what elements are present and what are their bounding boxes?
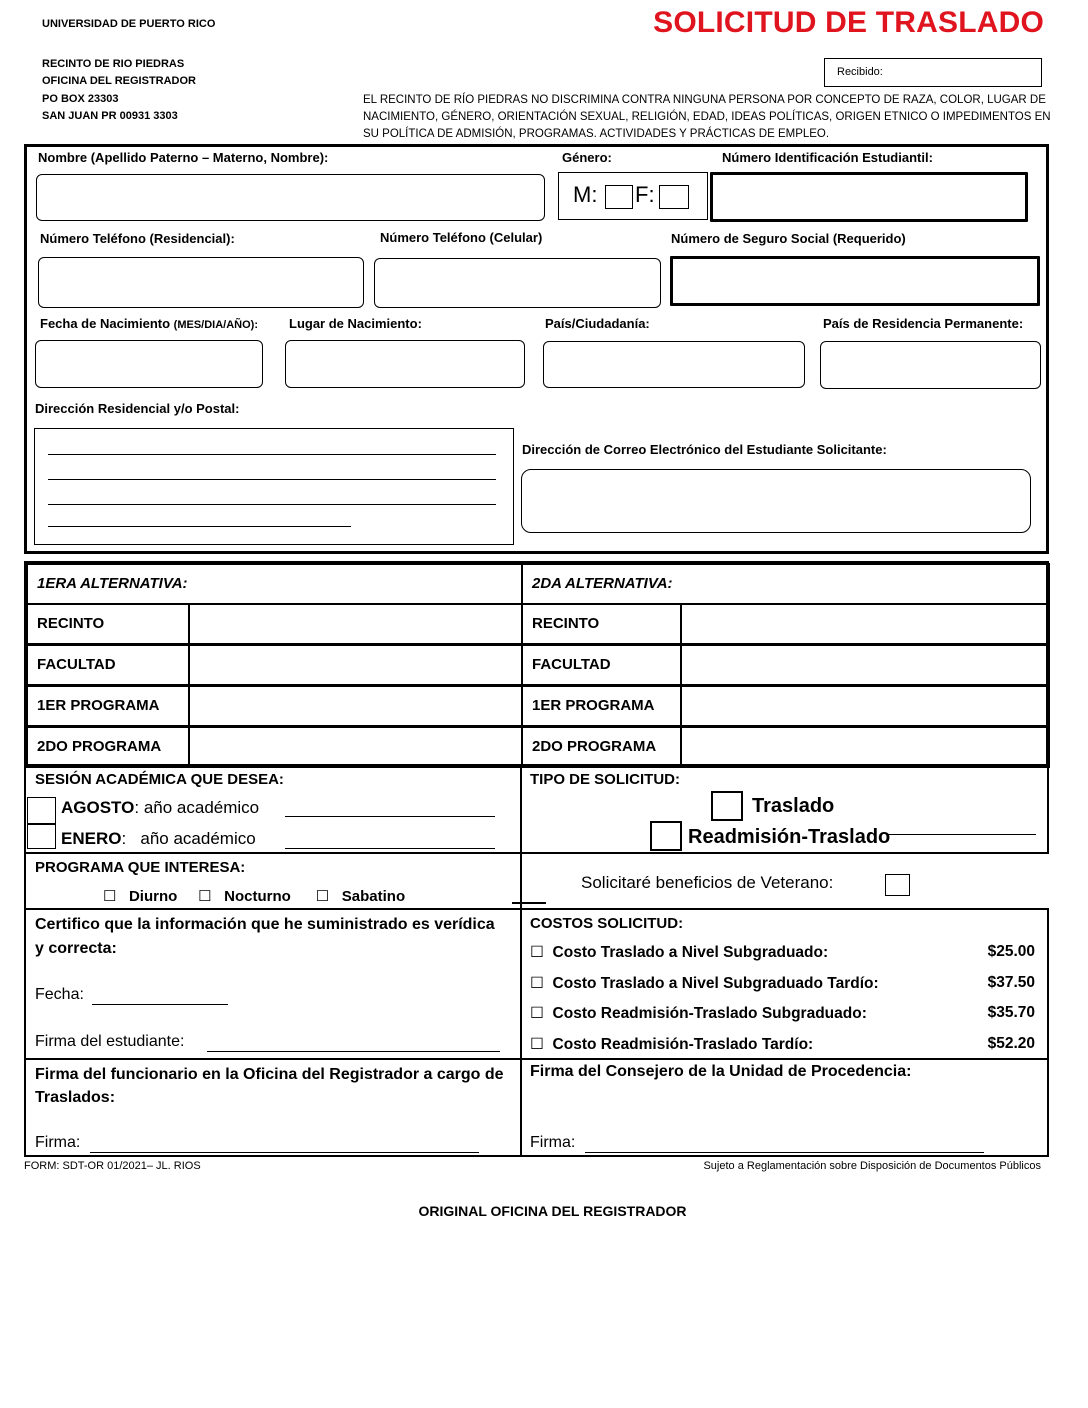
residence-label: País de Residencia Permanente:	[823, 316, 1024, 331]
transfer-checkbox[interactable]	[711, 791, 743, 821]
second-facultad-label: FACULTAD	[521, 644, 682, 686]
second-program1-label: 1ER PROGRAMA	[521, 685, 682, 727]
name-label: Nombre (Apellido Paterno – Materno, Nombre):	[38, 150, 329, 165]
ssn-label: Número de Seguro Social (Requerido)	[671, 231, 906, 246]
second-facultad-field[interactable]	[680, 644, 1050, 686]
first-alternative-header: 1ERA ALTERNATIVA:	[26, 563, 523, 605]
transfer-label: Traslado	[752, 795, 835, 817]
veteran-checkbox[interactable]	[885, 874, 910, 896]
residence-field[interactable]	[820, 341, 1041, 389]
january-option: ENERO: año académico	[61, 829, 256, 848]
dob-field[interactable]	[35, 340, 263, 388]
first-facultad-label: FACULTAD	[26, 644, 190, 686]
january-year-label: año académico	[140, 829, 256, 848]
date-label: Fecha:	[35, 986, 84, 1003]
readmission-line	[888, 834, 1036, 835]
night-checkbox[interactable]: ☐	[198, 888, 212, 905]
address-line-1	[48, 454, 496, 455]
student-signature-field[interactable]	[207, 1051, 500, 1052]
address-label: Dirección Residencial y/o Postal:	[35, 401, 240, 416]
cost-4-checkbox[interactable]: ☐	[530, 1036, 544, 1053]
counselor-signature-label: Firma del Consejero de la Unidad de Procedencia:	[530, 1063, 912, 1080]
cost-3-amount: $35.70	[987, 1004, 1035, 1021]
registrar-firma-label: Firma:	[35, 1134, 81, 1151]
august-year-label: año académico	[143, 798, 260, 817]
institution-header	[42, 16, 215, 126]
january-year-field[interactable]	[285, 848, 495, 849]
day-checkbox[interactable]: ☐	[103, 888, 117, 905]
student-signature-label: Firma del estudiante:	[35, 1033, 185, 1050]
cost-item	[530, 974, 1035, 993]
second-alternative-header: 2DA ALTERNATIVA:	[521, 563, 1050, 605]
cost-item	[530, 943, 1035, 962]
form-title: SOLICITUD DE TRASLADO	[653, 6, 1044, 39]
readmission-checkbox[interactable]	[650, 821, 682, 851]
office-name: OFICINA DEL REGISTRADOR	[42, 75, 197, 87]
august-label: AGOSTO	[61, 798, 135, 817]
saturday-checkbox[interactable]: ☐	[315, 888, 330, 905]
email-label: Dirección de Correo Electrónico del Estudiante Solicitante:	[522, 442, 887, 457]
second-recinto-label: RECINTO	[521, 603, 682, 645]
dob-label	[40, 316, 258, 331]
first-program1-label: 1ER PROGRAMA	[26, 685, 190, 727]
saturday-label: Sabatino	[341, 888, 406, 905]
address-line-3	[48, 504, 496, 505]
alternatives-table	[24, 561, 1049, 767]
birthplace-label: Lugar de Nacimiento:	[289, 316, 422, 331]
citizenship-label: País/Ciudadanía:	[545, 316, 650, 331]
gender-f-checkbox[interactable]	[659, 185, 689, 209]
cost-3-label: Costo Readmisión-Traslado Subgraduado:	[552, 1005, 867, 1022]
campus-name: RECINTO DE RIO PIEDRAS	[42, 57, 185, 70]
cost-item	[530, 1035, 1035, 1054]
veteran-label: Solicitaré beneficios de Veterano:	[581, 873, 834, 892]
second-recinto-field[interactable]	[680, 603, 1050, 645]
august-option: AGOSTO: año académico	[61, 798, 260, 817]
august-year-field[interactable]	[285, 816, 495, 817]
student-id-field[interactable]	[710, 172, 1028, 222]
january-checkbox[interactable]	[27, 824, 56, 849]
first-program1-field[interactable]	[188, 685, 523, 727]
cost-item	[530, 1004, 1035, 1023]
phone-cell-label: Número Teléfono (Celular)	[380, 230, 543, 245]
cost-1-label: Costo Traslado a Nivel Subgraduado:	[552, 944, 829, 961]
citizenship-field[interactable]	[543, 341, 805, 388]
cost-4-amount: $52.20	[987, 1035, 1035, 1052]
day-label: Diurno	[128, 888, 178, 905]
registrar-signature-field[interactable]	[90, 1152, 479, 1153]
copy-designation: ORIGINAL OFICINA DEL REGISTRADOR	[418, 1203, 687, 1219]
cost-1-amount: $25.00	[987, 943, 1035, 960]
address-line-2	[48, 479, 496, 480]
phone-cell-field[interactable]	[374, 258, 661, 308]
address-line-4	[48, 526, 351, 527]
gender-m-label: M:	[573, 182, 598, 207]
non-discrimination-notice: EL RECINTO DE RÍO PIEDRAS NO DISCRIMINA CONTRA NINGUNA PERSONA POR CONCEPTO DE RAZA, COLOR, LUGAR DE NACIMIENTO, GÉNERO, ORIENTACIÓN SEXUAL, RELIGIÓN, EDAD, IDEAS POLÍTICAS, ORIGEN ETNICO O IMPEDIMENTOS EN SU POLÍTICA DE ADMISIÓN, PROGRAMAS. ACTIVIDADES Y PRÁCTICAS DE EMPLEO.	[363, 94, 1051, 140]
university-name: UNIVERSIDAD DE PUERTO RICO	[42, 18, 216, 30]
counselor-firma-label: Firma:	[530, 1134, 576, 1151]
name-field[interactable]	[36, 174, 545, 221]
registrar-signature-label: Firma del funcionario en la Oficina del Registrador a cargo de Traslados:	[35, 1066, 504, 1106]
august-checkbox[interactable]	[27, 797, 56, 824]
costs-label: COSTOS SOLICITUD:	[530, 915, 684, 932]
phone-residential-field[interactable]	[38, 257, 364, 308]
night-label: Nocturno	[224, 888, 291, 905]
second-program2-field[interactable]	[680, 726, 1050, 768]
first-recinto-field[interactable]	[188, 603, 523, 645]
received-stamp-box	[824, 58, 1042, 87]
readmission-label: Readmisión-Traslado	[688, 826, 891, 848]
program-options	[103, 887, 405, 905]
request-type-label: TIPO DE SOLICITUD:	[530, 771, 680, 788]
gender-box	[558, 172, 708, 220]
ssn-field[interactable]	[670, 256, 1040, 306]
gender-m-checkbox[interactable]	[605, 185, 633, 209]
date-field[interactable]	[92, 1004, 228, 1005]
cost-3-checkbox[interactable]: ☐	[530, 1005, 544, 1022]
session-label: SESIÓN ACADÉMICA QUE DESEA:	[35, 771, 284, 788]
first-recinto-label: RECINTO	[26, 603, 190, 645]
second-program1-field[interactable]	[680, 685, 1050, 727]
phone-residential-label: Número Teléfono (Residencial):	[40, 231, 235, 246]
regulation-note: Sujeto a Reglamentación sobre Disposición de Documentos Públicos	[703, 1160, 1041, 1172]
birthplace-field[interactable]	[285, 340, 525, 388]
received-label: Recibido:	[837, 66, 883, 78]
cost-1-checkbox[interactable]: ☐	[530, 944, 544, 961]
counselor-signature-field[interactable]	[585, 1152, 984, 1153]
gender-f-label: F:	[635, 182, 655, 207]
first-program2-field[interactable]	[188, 726, 523, 768]
first-program2-label: 2DO PROGRAMA	[26, 726, 190, 768]
gender-label: Género:	[562, 150, 612, 165]
address-field[interactable]	[34, 428, 514, 545]
cost-2-label: Costo Traslado a Nivel Subgraduado Tardío:	[552, 975, 879, 992]
january-label: ENERO	[61, 829, 122, 848]
form-id: FORM: SDT-OR 01/2021– JL. RIOS	[24, 1160, 201, 1172]
certify-text: Certifico que la información que he suministrado es verídica y correcta:	[35, 916, 495, 957]
cost-2-amount: $37.50	[987, 974, 1035, 991]
city-address: SAN JUAN PR 00931 3303	[42, 110, 178, 122]
dob-label-text: Fecha de Nacimiento	[40, 316, 171, 331]
cost-4-label: Costo Readmisión-Traslado Tardío:	[552, 1036, 814, 1053]
student-id-label: Número Identificación Estudiantil:	[722, 150, 933, 165]
divider-tick	[512, 902, 546, 904]
po-box: PO BOX 23303	[42, 92, 119, 105]
second-program2-label: 2DO PROGRAMA	[521, 726, 682, 768]
cost-2-checkbox[interactable]: ☐	[530, 975, 544, 992]
email-field[interactable]	[521, 469, 1031, 533]
first-facultad-field[interactable]	[188, 644, 523, 686]
dob-format: (MES/DIA/AÑO):	[173, 319, 258, 331]
program-label: PROGRAMA QUE INTERESA:	[35, 859, 246, 876]
